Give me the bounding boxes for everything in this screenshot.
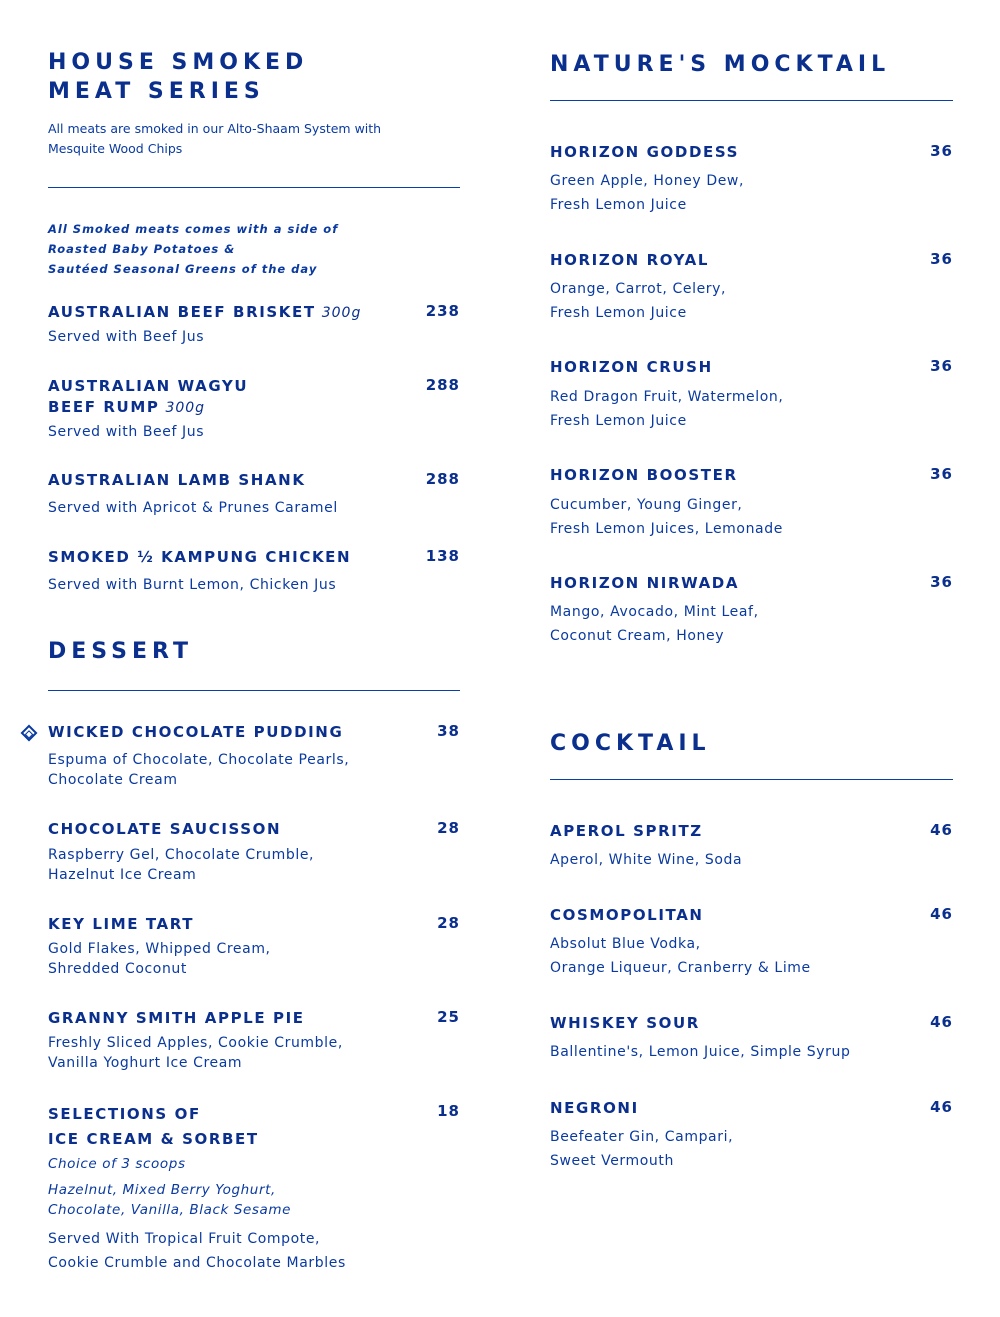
desc-line2: Fresh Lemon Juices, Lemonade: [550, 521, 783, 537]
desc-line2: Cookie Crumble and Chocolate Marbles: [48, 1255, 346, 1271]
item-description: Served with Apricot & Prunes Caramel: [48, 500, 338, 516]
item-description: [48, 1033, 343, 1073]
item-name: NEGRONI: [550, 1099, 639, 1117]
item-description: Ballentine's, Lemon Juice, Simple Syrup: [550, 1044, 851, 1060]
item-price: 28: [437, 819, 460, 837]
desc-line1: Absolut Blue Vodka,: [550, 936, 701, 952]
meat-note-line1: All Smoked meats comes with a side of: [48, 222, 339, 236]
meat-intro-line2: Mesquite Wood Chips: [48, 141, 183, 156]
mocktail-section-title: NATURE'S MOCKTAIL: [550, 52, 891, 77]
item-name: HORIZON ROYAL: [550, 251, 710, 269]
item-description: [48, 1227, 346, 1275]
item-price: 38: [437, 722, 460, 740]
item-name: APEROL SPRITZ: [550, 822, 703, 840]
item-price: 36: [930, 465, 953, 483]
item-description: Served with Beef Jus: [48, 329, 205, 345]
item-name-text: AUSTRALIAN BEEF BRISKET: [48, 303, 316, 321]
item-name: WICKED CHOCOLATE PUDDING: [48, 723, 344, 741]
meat-note-line3: Sautéed Seasonal Greens of the day: [48, 262, 318, 276]
desc-line1: Cucumber, Young Ginger,: [550, 497, 743, 513]
item-description: Served with Burnt Lemon, Chicken Jus: [48, 577, 337, 593]
desc-line1: Freshly Sliced Apples, Cookie Crumble,: [48, 1035, 343, 1051]
desc-line1: Beefeater Gin, Campari,: [550, 1129, 734, 1145]
item-description: [550, 493, 783, 541]
desc-line2: Coconut Cream, Honey: [550, 628, 725, 644]
dessert-divider: [48, 690, 460, 691]
item-weight: 300g: [321, 305, 362, 321]
item-name: [48, 302, 361, 324]
item-price: 28: [437, 914, 460, 932]
item-description: [550, 277, 726, 325]
desc-line2: Sweet Vermouth: [550, 1153, 674, 1169]
desc-line2: Orange Liqueur, Cranberry & Lime: [550, 960, 811, 976]
desc-line1: Gold Flakes, Whipped Cream,: [48, 941, 271, 957]
item-price: 25: [437, 1008, 460, 1026]
meat-note-line2: Roasted Baby Potatoes &: [48, 242, 236, 256]
item-description: Served with Beef Jus: [48, 424, 205, 440]
item-name: [48, 1102, 259, 1152]
item-name: AUSTRALIAN LAMB SHANK: [48, 471, 306, 489]
desc-line1: Served With Tropical Fruit Compote,: [48, 1231, 321, 1247]
meat-intro: [48, 119, 381, 159]
item-price: 18: [437, 1102, 460, 1120]
meat-title-line1: HOUSE SMOKED: [48, 50, 309, 75]
desc-line1: Orange, Carrot, Celery,: [550, 281, 727, 297]
item-name-line1: SELECTIONS OF: [48, 1105, 201, 1123]
diamond-icon: [21, 725, 38, 742]
item-price: 46: [930, 1013, 953, 1031]
desc-line1: Espuma of Chocolate, Chocolate Pearls,: [48, 752, 350, 768]
meat-section-title: [48, 48, 308, 106]
item-name: HORIZON BOOSTER: [550, 466, 738, 484]
item-price: 238: [425, 302, 460, 320]
desc-line2: Vanilla Yoghurt Ice Cream: [48, 1055, 243, 1071]
item-name: GRANNY SMITH APPLE PIE: [48, 1009, 305, 1027]
item-name: KEY LIME TART: [48, 915, 195, 933]
cocktail-section-title: COCKTAIL: [550, 731, 711, 756]
item-flavors: [48, 1180, 291, 1220]
item-price: 36: [930, 573, 953, 591]
desc-line1: Mango, Avocado, Mint Leaf,: [550, 604, 759, 620]
item-description: Aperol, White Wine, Soda: [550, 852, 743, 868]
item-price: 288: [425, 376, 460, 394]
item-name: [48, 376, 248, 419]
item-price: 288: [425, 470, 460, 488]
flavors-line1: Hazelnut, Mixed Berry Yoghurt,: [48, 1182, 276, 1198]
item-description: [550, 1125, 733, 1173]
item-description: [550, 600, 759, 648]
desc-line1: Raspberry Gel, Chocolate Crumble,: [48, 847, 315, 863]
item-name: CHOCOLATE SAUCISSON: [48, 820, 282, 838]
item-price: 36: [930, 142, 953, 160]
meat-intro-line1: All meats are smoked in our Alto-Shaam System with: [48, 121, 382, 136]
item-price: 138: [425, 547, 460, 565]
item-name-line2: BEEF RUMP: [48, 398, 160, 416]
desc-line2: Fresh Lemon Juice: [550, 413, 687, 429]
desc-line2: Shredded Coconut: [48, 961, 187, 977]
item-description: [550, 932, 811, 980]
item-price: 46: [930, 1098, 953, 1116]
meat-divider: [48, 187, 460, 188]
item-name: HORIZON NIRWADA: [550, 574, 740, 592]
item-description: [48, 845, 314, 885]
meat-title-line2: MEAT SERIES: [48, 79, 265, 104]
desc-line2: Fresh Lemon Juice: [550, 197, 687, 213]
item-description: [48, 939, 271, 979]
dessert-section-title: DESSERT: [48, 639, 193, 664]
item-description: [550, 169, 744, 217]
item-name: WHISKEY SOUR: [550, 1014, 700, 1032]
desc-line2: Fresh Lemon Juice: [550, 305, 687, 321]
item-price: 46: [930, 821, 953, 839]
item-description: [48, 750, 349, 790]
desc-line2: Chocolate Cream: [48, 772, 178, 788]
item-weight: 300g: [165, 400, 206, 416]
item-price: 36: [930, 250, 953, 268]
item-description: [550, 385, 783, 433]
desc-line2: Hazelnut Ice Cream: [48, 867, 197, 883]
mocktail-divider: [550, 100, 953, 101]
item-choice: Choice of 3 scoops: [48, 1156, 186, 1172]
item-name: SMOKED ½ KAMPUNG CHICKEN: [48, 548, 352, 566]
desc-line1: Red Dragon Fruit, Watermelon,: [550, 389, 784, 405]
item-name: COSMOPOLITAN: [550, 906, 704, 924]
desc-line1: Green Apple, Honey Dew,: [550, 173, 745, 189]
item-name-line2: ICE CREAM & SORBET: [48, 1130, 259, 1148]
meat-side-note: [48, 219, 338, 279]
flavors-line2: Chocolate, Vanilla, Black Sesame: [48, 1202, 292, 1218]
cocktail-divider: [550, 779, 953, 780]
item-name: HORIZON CRUSH: [550, 358, 713, 376]
item-name-line1: AUSTRALIAN WAGYU: [48, 377, 249, 395]
item-name: HORIZON GODDESS: [550, 143, 739, 161]
item-price: 36: [930, 357, 953, 375]
item-price: 46: [930, 905, 953, 923]
